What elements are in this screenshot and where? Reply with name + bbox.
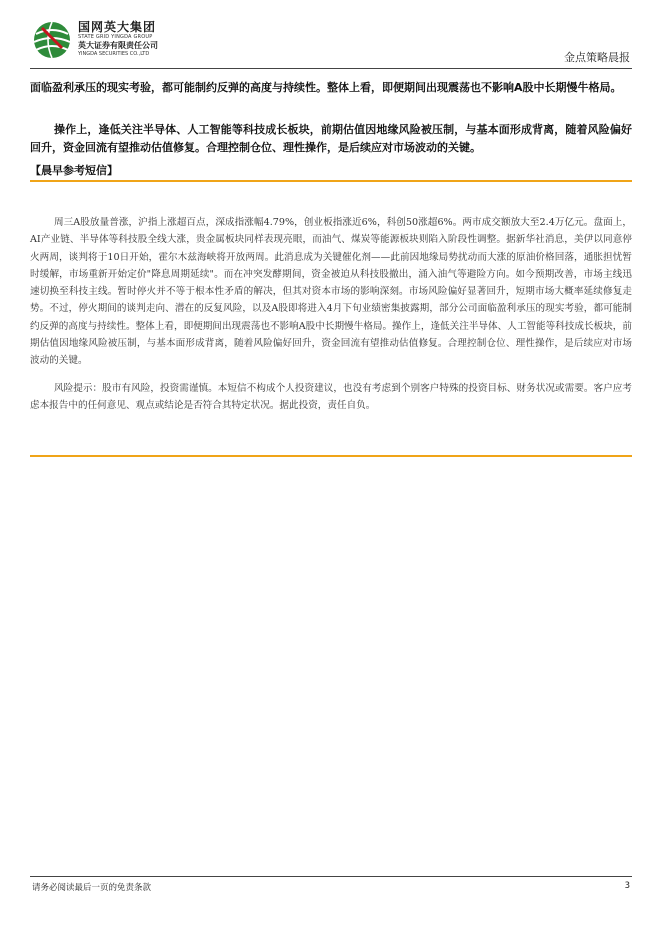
- section-divider-top: [30, 180, 632, 182]
- header-divider: [30, 68, 632, 69]
- report-title: 金点策略晨报: [564, 51, 630, 64]
- section-title: 【晨早参考短信】: [30, 164, 118, 177]
- disclaimer-note: 请务必阅读最后一页的免责条款: [32, 883, 152, 893]
- page-header: [30, 18, 632, 66]
- company-name-en: STATE GRID YINGDA GROUP: [78, 34, 153, 40]
- sms-paragraph: 周三A股放量普涨，沪指上涨超百点，深成指涨幅4.79%，创业板指涨近6%，科创50涨超6%。两市成交额放大至2.4万亿元。盘面上，AI产业链、半导体等科技股全线大涨，贵金属板块同样表现亮眼，而油气、煤炭等能源板块则陷入阶段性调整。据新华社消息，美伊以同意停火两周，谈判将于10日开始，霍尔木兹海峡将开放两周。此消息成为关键催化剂——此前因地缘局势扰动而大涨的原油价格回落，通胀担忧暂时缓解，市场重新开始定价"降息周期延续"。而在冲突发酵期间，资金被迫从科技股撤出，涌入油气等避险方向。如今预期改善，市场主线迅速切换至科技主线。暂时停火并不等于根本性矛盾的解决，但其对资本市场的影响深刻。市场风险偏好显著回升，短期市场大概率延续修复走势。不过，停火期间的谈判走向、潜在的反复风险，以及A股即将进入4月下旬业绩密集披露期，部分公司面临盈利承压的现实考验，都可能制约反弹的高度与持续性。整体上看，即便期间出现震荡也不影响A股中长期慢牛格局。操作上，逢低关注半导体、人工智能等科技成长板块，前期估值因地缘风险被压制，与基本面形成背离，随着风险偏好回升，资金回流有望推动估值修复。合理控制仓位、理性操作，是后续应对市场波动的关键。: [30, 217, 632, 367]
- page-number: 3: [624, 881, 630, 891]
- securities-name-cn: 英大证券有限责任公司: [78, 41, 158, 50]
- footer-divider: [30, 876, 632, 877]
- company-logo-text: [78, 21, 158, 58]
- operation-paragraph: 操作上，逢低关注半导体、人工智能等科技成长板块，前期估值因地缘风险被压制，与基本面形成背离，随着风险偏好回升，资金回流有望推动估值修复。合理控制仓位、理性操作，是后续应对市场波动的关键。: [30, 123, 632, 154]
- securities-name-en: YINGDA SECURITIES CO.,LTD: [78, 51, 150, 57]
- state-grid-logo-icon: [32, 20, 72, 60]
- section-divider-bottom: [30, 455, 632, 457]
- company-name-cn: 国网英大集团: [78, 20, 157, 34]
- risk-paragraph: 风险提示：股市有风险，投资需谨慎。本短信不构成个人投资建议，也没有考虑到个别客户特殊的投资目标、财务状况或需要。客户应考虑本报告中的任何意见、观点或结论是否符合其特定状况。据此投资，责任自负。: [30, 383, 632, 412]
- continuation-paragraph: 面临盈利承压的现实考验，都可能制约反弹的高度与持续性。整体上看，即便期间出现震荡也不影响A股中长期慢牛格局。: [30, 81, 622, 94]
